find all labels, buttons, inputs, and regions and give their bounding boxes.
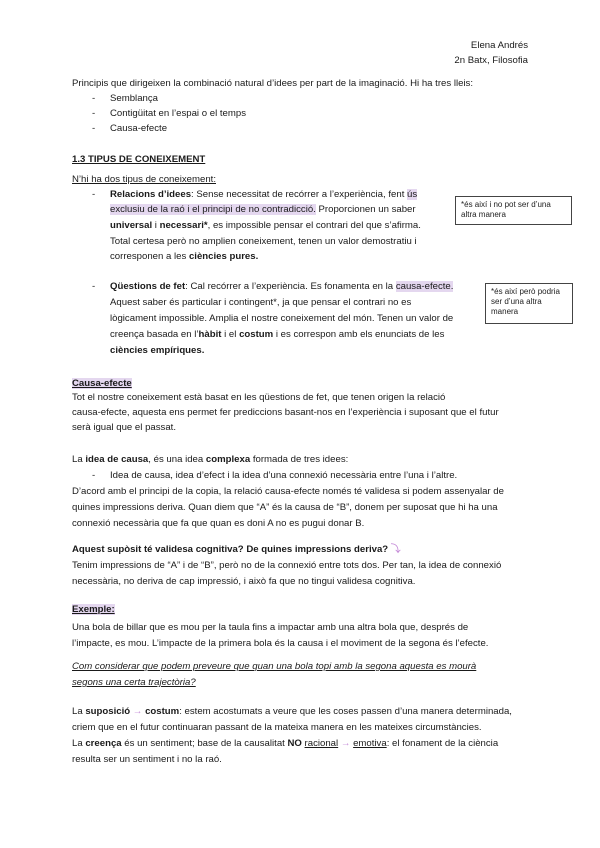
relations-label: Relacions d’idees bbox=[110, 189, 192, 200]
curved-arrow-icon: ⤵ bbox=[390, 544, 401, 555]
law-item: Contigüitat en l’espai o el temps bbox=[110, 108, 246, 119]
facts-line-4: creença basada en l’hàbit i el costum i es correspon amb els enunciats de les bbox=[110, 329, 445, 340]
facts-label: Qüestions de fet bbox=[110, 281, 186, 292]
law-item: Semblança bbox=[110, 93, 158, 104]
relations-line-5: corresponen a les ciències pures. bbox=[110, 251, 259, 262]
cause-p4-line: Tenim impressions de “A” i de “B”, però no de la connexió entre tots dos. Per tan, la idea de connexió bbox=[72, 560, 502, 571]
section-title: 1.3 TIPUS DE CONEIXEMENT bbox=[72, 154, 206, 165]
relations-line-3: universal i necessari*, es impossible pensar el contrari del que s’afirma. bbox=[110, 220, 421, 231]
cause-p1-line: Tot el nostre coneixement està basat en les qüestions de fet, que tenen origen la relació bbox=[72, 392, 446, 403]
example-question-line: segons una certa trajectòria? bbox=[72, 677, 196, 688]
example-title: Exemple: bbox=[72, 604, 115, 615]
author-name: Elena Andrés bbox=[470, 40, 528, 51]
conclusion-line-4: resulta ser un sentiment i no la raó. bbox=[72, 754, 222, 765]
section-subtitle: N’hi ha dos tipus de coneixement: bbox=[72, 174, 216, 185]
facts-line-3: lògicament impossible. Amplia el nostre coneixement del món. Tenen un valor de bbox=[110, 313, 454, 324]
conclusion-line-2: criem que en el futur continuaran passant de la mateixa manera en les mateixes circumstàncies. bbox=[72, 722, 482, 733]
cause-p1-line: causa-efecte, aquesta ens permet fer prediccions basant-nos en l’experiència i suposant que el futur bbox=[72, 407, 499, 418]
relations-note-box: *és així i no pot ser d’una altra manera bbox=[455, 196, 572, 225]
cause-p3-line: connexió necessària que fa que quan es doni A no es pugui donar B. bbox=[72, 518, 365, 529]
cause-p1-line: serà igual que el passat. bbox=[72, 422, 176, 433]
relations-line-4: Total certesa però no amplien coneixement, tenen un valor demostratiu i bbox=[110, 236, 417, 247]
relations-line-1: Relacions d’idees: Sense necessitat de recórrer a l’experiència, fent ús bbox=[110, 189, 418, 200]
arrow-right-icon: → bbox=[132, 706, 143, 717]
conclusion-line-3: La creença és un sentiment; base de la causalitat NO racional → emotiva: el fonament de la ciència bbox=[72, 738, 499, 749]
course-label: 2n Batx, Filosofia bbox=[454, 55, 528, 66]
cause-p4-line: necessària, no deriva de cap impressió, i això fa que no tingui validesa cognitiva. bbox=[72, 576, 416, 587]
cause-p3-line: quines impressions deriva. Quan diem que “A” és la causa de “B”, donem per suposat que hi ha una bbox=[72, 502, 498, 513]
facts-line-1: Qüestions de fet: Cal recórrer a l’experiència. Es fonamenta en la causa-efecte. bbox=[110, 281, 454, 292]
example-line: Una bola de billar que es mou per la taula fins a impactar amb una altra bola que, després de bbox=[72, 622, 469, 633]
intro-text: Principis que dirigeixen la combinació natural d’idees per part de la imaginació. Hi ha tres lleis: bbox=[72, 78, 474, 89]
facts-note-box: *és així però podria ser d’una altra manera bbox=[485, 283, 573, 324]
cause-bullet: Idea de causa, idea d’efect i la idea d’una connexió necessària entre l’una i l’altre. bbox=[110, 470, 458, 481]
cause-p3-line: D’acord amb el principi de la copia, la relació causa-efecte només té validesa si podem assenyalar de bbox=[72, 486, 504, 497]
example-question-line: Com considerar que podem preveure que quan una bola topi amb la segona aquesta es mourà bbox=[72, 661, 477, 672]
law-item: Causa-efecte bbox=[110, 123, 168, 134]
cause-question: Aquest supòsit té validesa cognitiva? De quines impressions deriva? ⤵ bbox=[72, 544, 401, 555]
arrow-right-icon: → bbox=[340, 738, 351, 749]
cause-title: Causa-efecte bbox=[72, 378, 132, 389]
relations-line-2: exclusiu de la raó i el principi de no contradicció. Proporcionen un saber bbox=[110, 204, 416, 215]
facts-line-2: Aquest saber és particular i contingent*, ja que pensar el contrari no es bbox=[110, 297, 412, 308]
facts-line-5: ciències empíriques. bbox=[110, 345, 205, 356]
conclusion-line-1: La suposició → costum: estem acostumats a veure que les coses passen d’una manera determinada, bbox=[72, 706, 512, 717]
cause-p2: La idea de causa, és una idea complexa formada de tres idees: bbox=[72, 454, 349, 465]
example-line: l’impacte, es mou. L’impacte de la primera bola és la causa i el moviment de la segona és l’efecte. bbox=[72, 638, 489, 649]
